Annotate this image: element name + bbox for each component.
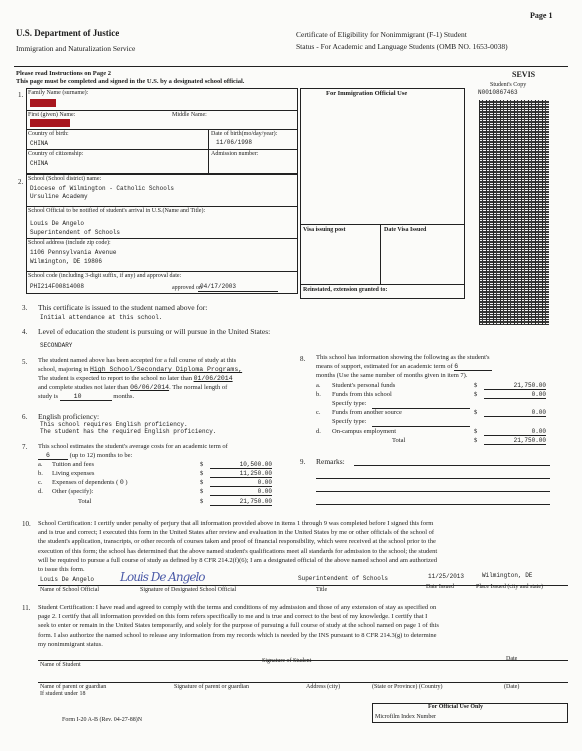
certificate-title: Certificate of Eligibility for Nonimmigrant (F-1) Student [296,30,467,39]
other-label: Other (specify): [52,488,94,495]
date-issued-value: 11/25/2013 [428,573,465,580]
school-funds-currency: $ [474,391,478,398]
approval-date: 04/17/2003 [200,283,237,290]
country-of-citizenship-label: Country of citizenship: [28,151,84,157]
school-code-label: School code (including 3-digit suffix, if any) and approval date: [28,273,182,279]
section-10-number: 10. [22,520,31,528]
certificate-status: Status - For Academic and Language Students (OMB NO. 1653-0038) [296,42,508,51]
section-7-number: 7. [22,443,28,451]
immigration-official-box [300,88,465,299]
cost-a-key: a. [38,461,43,468]
complete-date: 06/06/2014 [130,384,170,391]
signature-official-label: Signature of Designated School Official [140,587,237,593]
sevis-number: N0010867463 [478,89,518,96]
support-d-key: d. [316,428,321,435]
living-value: 11,250.00 [210,470,272,478]
section-8-number: 8. [300,355,306,363]
school-certification-line: School Certification: I certify under penalty of perjury that all information provided above in items 1 through 9 was completed before I signed this form [38,520,434,527]
employment-label: On-campus employment [332,428,397,435]
school-funds-label: Funds from this school [332,391,392,398]
school-certification-line: to issue this form. [38,566,85,574]
section-11-number: 11. [22,604,31,612]
reinstated-label: Reinstated, extension granted to: [303,287,388,293]
support-total-currency: $ [474,437,478,444]
admission-number-label: Admission number: [211,151,259,157]
name-of-student-label: Name of Student [40,662,81,668]
dependents-label: Expenses of dependents ( 0 ) [52,479,128,486]
employment-currency: $ [474,428,478,435]
page-number: Page 1 [530,11,553,20]
family-name-redaction [30,99,56,107]
section-5-line-5: study is 10 months. [38,393,135,400]
instructions-line-1: Please read Instructions on Page 2 [16,70,112,77]
support-a-key: a. [316,382,321,389]
date-issued-label: Date Issued [426,584,455,590]
school-code-value: PHI214F00814008 [30,283,85,290]
personal-funds-value: 21,750.00 [484,382,546,390]
middle-name-label: Middle Name: [172,112,207,118]
state-country-label: (State or Province) (Country) [372,684,443,690]
school-certification-line: execution of this form; the school has determined that the above named student's qualifications meet all standards for admission to the school; the student [38,547,438,555]
cost-total-currency: $ [200,498,204,505]
section-8-line-2: means of support, estimated for an academic term of 6 [316,363,492,371]
instructions-line-2: This page must be completed and signed in the U.S. by a designated school official. [16,78,245,85]
student-certification-line: form. I also authorize the named school to release any information from my records which is needed by the INS pursuant to 8 CFR 214.3(g) to determine [38,631,437,639]
cost-c-key: c. [38,479,43,486]
other-value: 0.00 [210,488,272,496]
section-7-line-2: 6 (up to 12) months to be: [38,452,132,460]
section-4-text: Level of education the student is pursuing or will pursue in the United States: [38,327,271,336]
cost-total-value: 21,750.00 [210,498,272,506]
school-certification-text [38,519,568,574]
address-city-label: Address (city) [306,684,341,690]
employment-value: 0.00 [484,428,546,436]
school-official-name-value: Louis De Angelo [40,576,95,583]
section-6-number: 6. [22,413,28,421]
school-certification-line: and is true and correct; I executed this form in the United States after review and evaluation in the United States by me or other officials of the school of [38,529,435,537]
remarks-label: Remarks: [316,457,345,466]
name-of-school-official-label: Name of School Official [40,587,100,593]
school-name-line-1: Diocese of Wilmington - Catholic Schools [30,185,175,192]
dependents-value: 0.00 [210,479,272,487]
school-funds-value: 0.00 [484,391,546,399]
dependents-count: 0 [119,479,124,486]
name-of-parent-label: Name of parent or guardian [40,684,107,690]
section-8-line-1: This school has information showing the following as the student's [316,354,490,361]
study-length: 10 [60,393,112,401]
section-3-text: This certificate is issued to the student named above for: [38,303,208,312]
living-label: Living expenses [52,470,95,477]
date-of-birth-label: Date of birth(mo/day/year): [211,131,278,137]
section-7-line-1: This school estimates the student's average costs for an academic term of [38,443,228,450]
tuition-currency: $ [200,461,204,468]
section-5-line-2: school, majoring in High School/Secondary Diploma Programs, [38,366,243,373]
signature-of-student-label: Signature of Student [262,658,312,664]
first-name-redaction [30,119,70,127]
section-4-value: SECONDARY [40,342,73,349]
school-address-line-2: Wilmington, DE 19806 [30,258,103,265]
other-source-value: 0.00 [484,409,546,417]
visa-issuing-post-label: Visa issuing post [303,227,346,233]
family-name-label: Family Name (surname): [28,90,89,96]
support-b-key: b. [316,391,321,398]
student-certification-line: seek to enter or remain in the United States temporarily, and solely for the purpose of pursuing a full course of study at the school named on page 1 of this [38,622,439,630]
student-certification-line: my nonimmigrant status. [38,640,103,648]
specify-type-label-2: Specify type: [332,418,367,425]
student-certification-line: page 2. I certify that all information provided on this form refers specifically to me and is true and correct to the best of my knowledge. I certify that I [38,613,428,621]
school-certification-line: will be required to pursue a full course of study as defined by 8 CFR 214.2(f)(6); I am a designated official of the above named school and am authorized [38,556,437,564]
english-proficiency-value-1: This school requires English proficiency. [40,421,188,428]
school-official-label: School Official to be notified of student's arrival in U.S.(Name and Title): [28,208,206,214]
country-of-birth-value: CHINA [30,140,49,147]
section-1-number: 1. [18,91,24,99]
student-certification-line: Student Certification: I have read and agreed to comply with the terms and conditions of my admission and those of any extension of stay as specified on [38,604,437,611]
support-total-label: Total [392,437,406,444]
parent-date-label: (Date) [504,684,520,690]
department-title: U.S. Department of Justice [16,28,120,38]
signature-of-parent-label: Signature of parent or guardian [174,684,249,690]
personal-funds-label: Student's personal funds [332,382,396,389]
school-certification-line: the student's application, transcripts, or other records of courses taken and proof of financial responsibility, which were received at the school prior to the [38,538,436,546]
country-of-citizenship-value: CHINA [30,160,49,167]
section-9-number: 9. [300,458,306,466]
date-of-birth-value: 11/06/1998 [216,139,253,146]
school-official-name: Louis De Angelo [30,220,85,227]
tuition-label: Tuition and fees [52,461,95,468]
english-proficiency-label: English proficiency: [38,412,100,421]
school-address-line-1: 1106 Pennsylvania Avenue [30,249,117,256]
school-official-title: Superintendent of Schools [30,229,121,236]
major-value: High School/Secondary Diploma Programs, [90,366,243,373]
section-3-value: Initial attendance at this school. [40,314,163,321]
school-official-signature: Louis De Angelo [120,570,205,584]
barcode [479,100,549,325]
place-issued-label: Place Issued (city and state) [476,584,543,590]
first-name-label: First (given) Name: [28,112,76,118]
section-4-number: 4. [22,328,28,336]
school-address-label: School address (include zip code): [28,240,111,246]
specify-type-label-1: Specify type: [332,400,367,407]
title-label: Title [316,587,328,593]
tuition-value: 10,500.00 [210,461,272,469]
section-5-line-1: The student named above has been accepted for a full course of study at this [38,357,237,364]
service-name: Immigration and Naturalization Service [16,44,136,53]
approved-on-label: approved on [172,285,202,291]
cost-months: 6 [38,452,68,460]
section-5-number: 5. [22,358,28,366]
section-5-line-3: The student is expected to report to the school no later than 01/06/2014 [38,375,233,382]
living-currency: $ [200,470,204,477]
support-c-key: c. [316,409,321,416]
section-8-line-3: months (Use the same number of months given in item 7). [316,372,468,379]
school-official-title-value: Superintendent of Schools [298,575,389,582]
other-source-currency: $ [474,409,478,416]
personal-funds-currency: $ [474,382,478,389]
microfilm-index-label: Microfilm Index Number [375,714,436,720]
report-date: 01/06/2014 [193,375,233,382]
students-copy-label: Student's Copy [490,82,527,88]
section-2-number: 2. [18,178,24,186]
place-issued-value: Wilmington, DE [482,572,533,579]
form-number: Form I-20 A-B (Rev. 04-27-88)N [62,717,143,723]
section-5-line-4: and complete studies not later than 06/06/2014. The normal length of [38,384,228,391]
student-date-label: Date [506,656,518,662]
date-visa-issued-label: Date Visa Issued [384,227,427,233]
school-name-line-2: Ursuline Academy [30,193,88,200]
official-use-only-label: For Official Use Only [428,704,484,710]
country-of-birth-label: Country of birth: [28,131,69,137]
immigration-official-title: For Immigration Official Use [326,90,408,97]
english-proficiency-value-2: The student has the required English proficiency. [40,428,217,435]
if-under-18-label: If student under 18 [40,691,86,697]
other-source-label: Funds from another source [332,409,402,416]
other-currency: $ [200,488,204,495]
cost-d-key: d. [38,488,43,495]
sevis-label: SEVIS [512,70,536,79]
school-name-label: School (School district) name: [28,176,102,182]
dependents-currency: $ [200,479,204,486]
cost-b-key: b. [38,470,43,477]
support-total-value: 21,750.00 [484,437,546,445]
section-3-number: 3. [22,304,28,312]
cost-total-label: Total [78,498,92,505]
support-months: 6 [454,363,492,371]
student-certification-text [38,603,568,649]
